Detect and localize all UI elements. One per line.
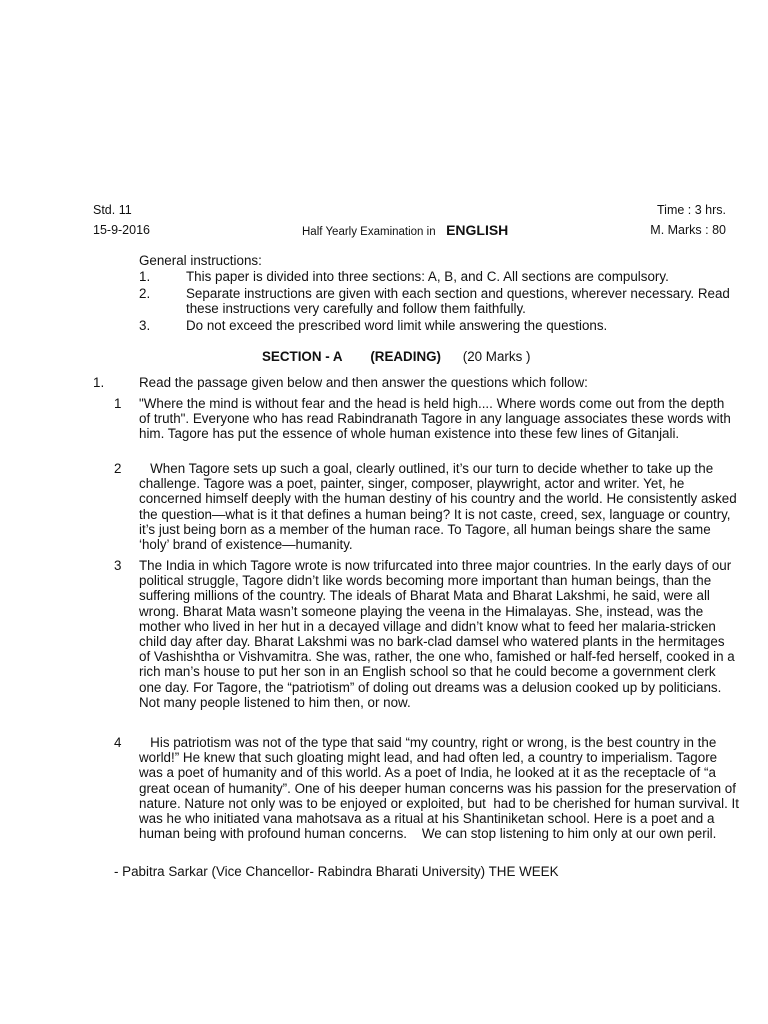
instruction-text: Separate instructions are given with each section and questions, wherever necessary. Read these instructions very carefully and follow them faithfully. bbox=[186, 286, 730, 317]
exam-prefix: Half Yearly Examination in bbox=[302, 226, 436, 238]
instruction-number: 1. bbox=[139, 269, 151, 284]
paragraph-number: 4 bbox=[114, 735, 122, 750]
section-name: (READING) bbox=[370, 349, 441, 364]
time-label: Time : 3 hrs. bbox=[657, 203, 726, 217]
exam-subject: ENGLISH bbox=[446, 222, 509, 238]
question-text: Read the passage given below and then answer the questions which follow: bbox=[139, 375, 588, 390]
date-label: 15-9-2016 bbox=[93, 223, 150, 237]
passage-paragraph: When Tagore sets up such a goal, clearly outlined, it’s our turn to decide whether to take up the challenge. Tagore was a poet, painter, singer, composer, playwright, actor and writer. Yet, he concerned himself deeply with the human destiny of his country and the world. He consistently asked the question—what is it that defines a human being? It is not caste, creed, sex, language or country, it’s just being born as a member of the human race. To Tagore, all human beings share the same ‘holy’ brand of existence—humanity. bbox=[139, 461, 741, 553]
paragraph-number: 1 bbox=[114, 396, 122, 411]
paragraph-number: 3 bbox=[114, 558, 122, 573]
std-label: Std. 11 bbox=[93, 203, 132, 217]
attribution: - Pabitra Sarkar (Vice Chancellor- Rabindra Bharati University) THE WEEK bbox=[114, 864, 559, 879]
passage-paragraph: His patriotism was not of the type that said “my country, right or wrong, is the best country in the world!” He knew that such gloating might lead, and had often led, a country to imperialism. Tagore was a poet of humanity and of this world. As a poet of India, he looked at it as the receptacle of “a great ocean of humanity”. One of his deeper human concerns was his passion for the preservation of nature. Nature not only was to be enjoyed or exploited, but had to be cherished for human survival. It was he who initiated vana mahotsava as a ritual at his Shantiniketan school. Here is a poet and a human being with profound human concerns. We can stop listening to him only at our own peril. bbox=[139, 735, 743, 842]
paragraph-number: 2 bbox=[114, 461, 122, 476]
section-marks: (20 Marks ) bbox=[462, 349, 531, 364]
passage-paragraph: The India in which Tagore wrote is now trifurcated into three major countries. In the early days of our political struggle, Tagore didn’t like words becoming more important than human beings, than the suffering millions of the country. The ideals of Bharat Mata and Bharat Lakshmi, he said, were all wrong. Bharat Mata wasn’t someone playing the veena in the Himalayas. She, instead, was the mother who lived in her hut in a decayed village and didn’t know what to feed her malaria-stricken child day after day. Bharat Lakshmi was no bark-clad damsel who watered plants in the hermitages of Vashishtha or Vishvamitra. She was, rather, the one who, famished or half-fed herself, cooked in a rich man’s house to put her son in an English school so that he could become a government clerk one day. For Tagore, the “patriotism” of doling out dreams was a delusion cooked up by politicians. Not many people listened to him then, or now. bbox=[139, 558, 735, 710]
marks-label: M. Marks : 80 bbox=[650, 223, 726, 237]
general-instructions-title: General instructions: bbox=[139, 253, 262, 268]
question-number: 1. bbox=[93, 375, 105, 390]
section-heading bbox=[262, 349, 530, 364]
instruction-text: This paper is divided into three sections: A, B, and C. All sections are compulsory. bbox=[186, 269, 669, 284]
instruction-number: 2. bbox=[139, 286, 151, 301]
instruction-number: 3. bbox=[139, 318, 151, 333]
passage-paragraph: "Where the mind is without fear and the head is held high.... Where words come out from the depth of truth". Everyone who has read Rabindranath Tagore in any language associates these words with him. Tagore has put the essence of whole human existence into these few lines of Gitanjali. bbox=[139, 396, 731, 442]
section-label: SECTION - A bbox=[262, 349, 343, 364]
exam-title bbox=[302, 222, 508, 240]
instruction-text: Do not exceed the prescribed word limit while answering the questions. bbox=[186, 318, 608, 333]
